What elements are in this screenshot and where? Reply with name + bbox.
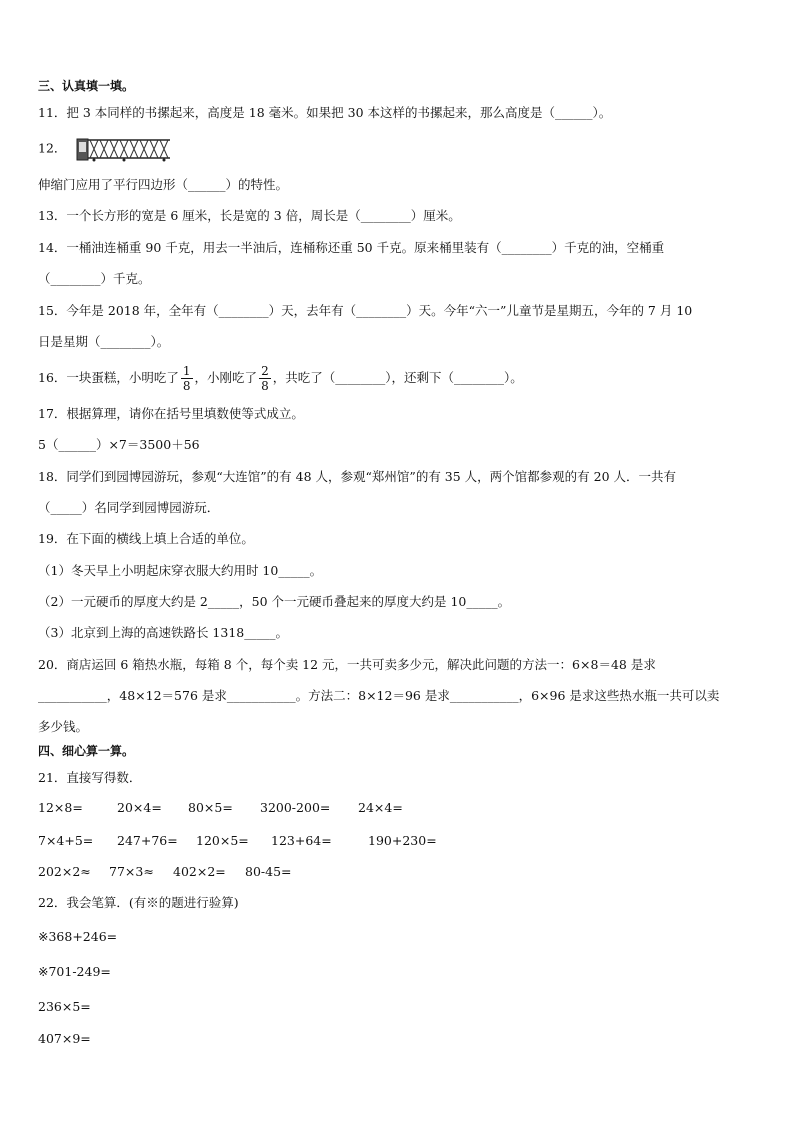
calc-item: 402×2= — [173, 864, 226, 879]
question-20-line-1: 20．商店运回 6 箱热水瓶，每箱 8 个，每个卖 12 元，一共可卖多少元，解决此问题的方法一：6×8＝48 是求 — [38, 657, 656, 672]
question-19-sub-3: （3）北京到上海的高速铁路长 1318_____。 — [38, 625, 288, 640]
fraction-one-eighth: $\frac{1}{8}$ — [182, 364, 191, 393]
calc-item: 247+76= — [117, 833, 178, 848]
calc-item: 80-45= — [245, 864, 292, 879]
written-calc-item: ※368+246= — [38, 929, 118, 944]
written-calc-item: 236×5= — [38, 999, 91, 1014]
question-19-sub-1: （1）冬天早上小明起床穿衣服大约用时 10_____。 — [38, 563, 323, 578]
calc-item: 80×5= — [188, 800, 233, 815]
question-16-part-c: ，共吃了（________），还剩下（________）。 — [272, 370, 523, 385]
question-17-line-2: 5（______）×7＝3500＋56 — [38, 437, 200, 452]
question-18-line-2: （_____）名同学到园博园游玩． — [38, 500, 220, 515]
question-15-line-2: 日是星期（________）。 — [38, 334, 170, 349]
calc-item: 7×4+5= — [38, 833, 94, 848]
question-14-line-1: 14．一桶油连桶重 90 千克，用去一半油后，连桶称还重 50 千克。原来桶里装有（________）千克的油，空桶重 — [38, 240, 665, 255]
question-18-line-1: 18．同学们到园博园游玩，参观“大连馆”的有 48 人，参观“郑州馆”的有 35 人，两个馆都参观的有 20 人．一共有 — [38, 469, 677, 484]
question-19-sub-2: （2）一元硬币的厚度大约是 2_____，50 个一元硬币叠起来的厚度大约是 10_____。 — [38, 594, 511, 609]
written-calc-item: 407×9= — [38, 1031, 91, 1046]
question-16 — [38, 359, 523, 397]
calc-item: 202×2≈ — [38, 864, 91, 879]
calc-item: 123+64= — [271, 833, 332, 848]
question-13: 13．一个长方形的宽是 6 厘米，长是宽的 3 倍，周长是（________）厘米。 — [38, 208, 461, 223]
calc-item: 12×8= — [38, 800, 83, 815]
question-16-part-a: 16．一块蛋糕，小明吃了 — [38, 370, 179, 385]
section-title-fill-in: 三、认真填一填。 — [38, 79, 135, 93]
retractable-gate-image — [76, 136, 172, 162]
question-12: 伸缩门应用了平行四边形（______）的特性。 — [38, 177, 289, 192]
calc-item: 3200-200= — [260, 800, 331, 815]
section-title-calculate: 四、细心算一算。 — [38, 744, 135, 758]
question-20-line-3: 多少钱。 — [38, 719, 89, 734]
question-22-title: 22．我会笔算．(有※的题进行验算) — [38, 895, 239, 910]
question-12-number — [38, 136, 172, 162]
question-20-line-2: ___________，48×12＝576 是求___________。方法二：8×12＝96 是求___________，6×96 是求这些热水瓶一共可以卖 — [38, 688, 720, 703]
fraction-two-eighths: $\frac{2}{8}$ — [261, 364, 269, 393]
question-21-title: 21．直接写得数． — [38, 770, 142, 785]
question-14-line-2: （________）千克。 — [38, 271, 151, 286]
calc-item: 24×4= — [358, 800, 403, 815]
question-11: 11．把 3 本同样的书摞起来，高度是 18 毫米。如果把 30 本这样的书摞起来，那么高度是（______）。 — [38, 105, 612, 120]
written-calc-item: ※701-249= — [38, 964, 111, 979]
question-16-part-b: ，小刚吃了 — [194, 370, 258, 385]
calc-item: 77×3≈ — [109, 864, 154, 879]
calc-item: 120×5= — [196, 833, 249, 848]
question-17-line-1: 17．根据算理，请你在括号里填数使等式成立。 — [38, 406, 304, 421]
question-19-title: 19．在下面的横线上填上合适的单位。 — [38, 531, 254, 546]
calc-item: 20×4= — [117, 800, 162, 815]
question-12-label: 12． — [38, 140, 67, 156]
question-15-line-1: 15．今年是 2018 年，全年有（________）天，去年有（________）天。今年“六一”儿童节是星期五，今年的 7 月 10 — [38, 303, 693, 318]
calc-item: 190+230= — [368, 833, 437, 848]
